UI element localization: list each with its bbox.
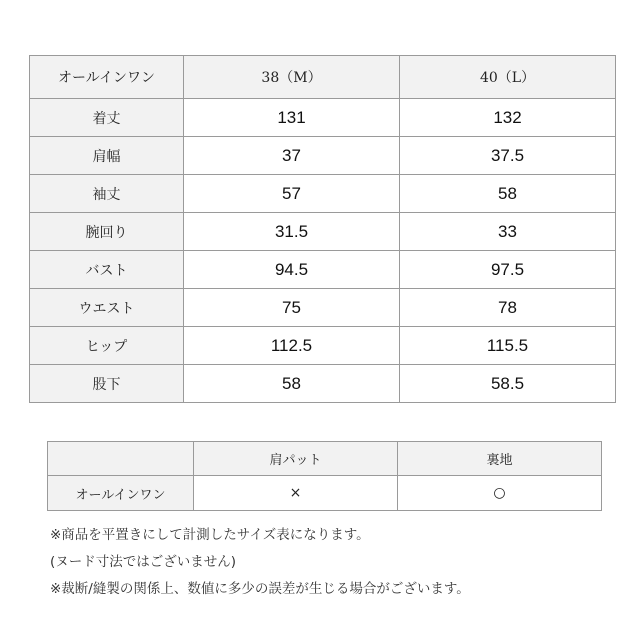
table-row <box>30 251 616 289</box>
measurement-label: ヒップ <box>30 327 184 365</box>
size-l-value: 33 <box>400 213 616 251</box>
header-lining: 裏地 <box>398 442 602 476</box>
header-size-l: 40（L） <box>400 56 616 99</box>
size-m-value: 94.5 <box>184 251 400 289</box>
size-m-value: 57 <box>184 175 400 213</box>
size-m-value: 58 <box>184 365 400 403</box>
measurement-label: 腕回り <box>30 213 184 251</box>
size-table <box>29 55 616 403</box>
measurement-label: 股下 <box>30 365 184 403</box>
header-shoulder-pad: 肩パット <box>194 442 398 476</box>
measurement-label: ウエスト <box>30 289 184 327</box>
size-l-value: 115.5 <box>400 327 616 365</box>
table-row <box>30 327 616 365</box>
table-row <box>30 99 616 137</box>
measurement-label: 着丈 <box>30 99 184 137</box>
table-row <box>30 137 616 175</box>
table-row <box>30 175 616 213</box>
measurement-label: 肩幅 <box>30 137 184 175</box>
table-row <box>30 289 616 327</box>
note-not-nude-size: (ヌード寸法ではございません) <box>50 554 237 570</box>
measurement-label: 袖丈 <box>30 175 184 213</box>
size-m-value: 131 <box>184 99 400 137</box>
table-row <box>30 213 616 251</box>
size-l-value: 58 <box>400 175 616 213</box>
size-table-header-row <box>30 56 616 99</box>
notes <box>50 522 620 603</box>
size-l-value: 97.5 <box>400 251 616 289</box>
header-size-m: 38（M） <box>184 56 400 99</box>
size-m-value: 75 <box>184 289 400 327</box>
item-type-label: オールインワン <box>48 476 194 511</box>
size-l-value: 58.5 <box>400 365 616 403</box>
feature-table-header-row <box>48 442 602 476</box>
size-m-value: 112.5 <box>184 327 400 365</box>
size-l-value: 78 <box>400 289 616 327</box>
note-tolerance: ※裁断/縫製の関係上、数値に多少の誤差が生じる場合がございます。 <box>50 581 470 597</box>
measurement-label: バスト <box>30 251 184 289</box>
shoulder-pad-value: × <box>194 476 398 511</box>
size-m-value: 37 <box>184 137 400 175</box>
size-l-value: 37.5 <box>400 137 616 175</box>
header-item-type: オールインワン <box>30 56 184 99</box>
header-empty-cell <box>48 442 194 476</box>
feature-table <box>47 441 602 511</box>
lining-value: ○ <box>398 476 602 511</box>
table-row <box>30 365 616 403</box>
size-l-value: 132 <box>400 99 616 137</box>
note-measurement-method: ※商品を平置きにして計測したサイズ表になります。 <box>50 527 370 543</box>
table-row <box>48 476 602 511</box>
size-m-value: 31.5 <box>184 213 400 251</box>
